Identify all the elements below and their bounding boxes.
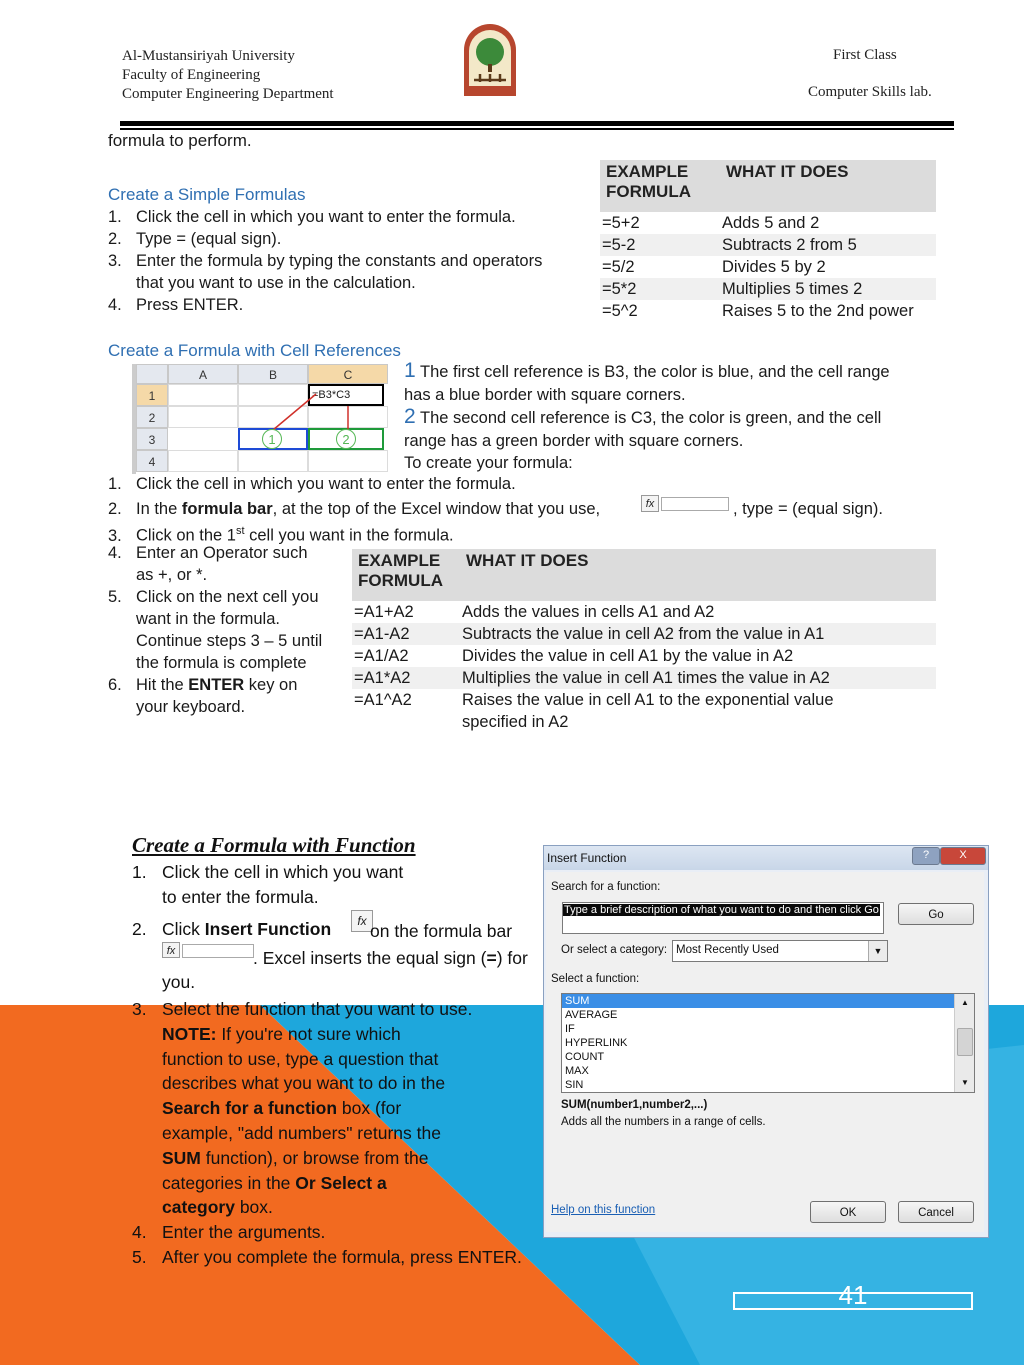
- list-scrollbar[interactable]: [954, 994, 974, 1092]
- cell-reference-step-2-end: , type = (equal sign).: [733, 500, 883, 518]
- list-item: 4. Press ENTER.: [108, 296, 244, 314]
- list-item-continuation: example, "add numbers" returns the: [162, 1122, 441, 1143]
- list-item: 2. Type = (equal sign).: [108, 230, 282, 248]
- dialog-title: Insert Function: [547, 851, 627, 865]
- list-item[interactable]: AVERAGE: [565, 1009, 618, 1021]
- list-item-continuation: Continue steps 3 – 5 until: [136, 632, 323, 650]
- cell-reference-steps-4-6: [108, 542, 322, 718]
- list-item: 1. Click the cell in which you want: [132, 862, 404, 882]
- list-item[interactable]: SIN: [565, 1079, 584, 1091]
- list-item-continuation: category box.: [162, 1197, 273, 1218]
- list-item: 6. Hit the ENTER key on: [108, 676, 298, 694]
- university-logo-icon: [460, 20, 520, 96]
- table-row: =5/2 Divides 5 by 2: [602, 258, 826, 276]
- function-steps: [132, 860, 403, 909]
- list-item[interactable]: IF: [565, 1023, 575, 1035]
- cancel-button[interactable]: Cancel: [898, 1201, 974, 1223]
- table-header-formula: EXAMPLE FORMULA: [352, 549, 460, 601]
- cell-reference-description: 1 The first cell reference is B3, the color is blue, and the cell range has a blue border with square corners. 2 The second cell reference is C3, the color is green, and the cell range has a green border with square corners. To create your formula:: [404, 359, 890, 472]
- simple-formula-table: [600, 160, 936, 322]
- list-item: 5. Click on the next cell you: [108, 588, 319, 606]
- description-number-1: 1: [404, 359, 416, 382]
- list-item-continuation: Search for a function box (for: [162, 1098, 402, 1119]
- list-item[interactable]: HYPERLINK: [565, 1037, 628, 1049]
- list-item-continuation: NOTE: If you're not sure which: [162, 1023, 401, 1044]
- fx-icon: fx: [162, 942, 180, 958]
- cell-reference-step-1: 1. Click the cell in which you want to enter the formula.: [108, 475, 516, 493]
- page-number: 41: [838, 1280, 868, 1310]
- function-steps-3-5: [132, 997, 522, 1270]
- header-rule-thick: [120, 121, 954, 126]
- scroll-down-icon[interactable]: ▼: [961, 1078, 969, 1087]
- close-button[interactable]: X: [940, 847, 986, 865]
- cell-reference-step-3: 3. Click on the 1st cell you want in the formula.: [108, 525, 454, 545]
- table-header-row: [352, 549, 936, 601]
- description-number-2: 2: [404, 405, 416, 428]
- search-input[interactable]: [562, 902, 884, 934]
- function-formula-bar: [162, 942, 254, 959]
- formula-cell: =B3*C3: [308, 384, 384, 406]
- class-label: First Class: [833, 47, 897, 63]
- callout-marker-1: 1: [262, 429, 282, 449]
- grid-column-header: A: [168, 364, 238, 384]
- formula-bar-field: [661, 497, 729, 511]
- excel-grid-illustration: [132, 364, 392, 474]
- list-item-continuation: SUM function), or browse from the: [162, 1147, 429, 1168]
- list-item-continuation: function to use, type a question that: [162, 1048, 439, 1069]
- go-button[interactable]: Go: [898, 903, 974, 925]
- help-on-function-link[interactable]: Help on this function: [551, 1204, 656, 1216]
- ok-button[interactable]: OK: [810, 1201, 886, 1223]
- fx-icon: fx: [641, 495, 659, 512]
- list-item-continuation: to enter the formula.: [162, 886, 319, 907]
- function-step-2: 2. Click Insert Function: [132, 919, 332, 939]
- grid-row-header: 1: [136, 384, 168, 406]
- table-row: =A1-A2 Subtracts the value in cell A2 from the value in A1: [352, 623, 936, 645]
- grid-column-header: C: [308, 364, 388, 384]
- callout-lines: [136, 364, 392, 474]
- help-button[interactable]: ?: [912, 847, 940, 865]
- department-name: Computer Engineering Department: [122, 86, 334, 102]
- list-item: 4. Enter an Operator such: [108, 544, 308, 562]
- list-item-continuation: categories in the Or Select a: [162, 1172, 387, 1193]
- grid-row-header: 4: [136, 450, 168, 472]
- table-header-row: [600, 160, 936, 212]
- table-row: =5+2 Adds 5 and 2: [602, 214, 820, 232]
- list-item-continuation: want in the formula.: [136, 610, 280, 628]
- list-item-continuation: that you want to use in the calculation.: [136, 274, 416, 292]
- table-row: =5*2 Multiplies 5 times 2: [600, 278, 936, 300]
- table-row: =A1^A2 Raises the value in cell A1 to the exponential value specified in A2: [354, 691, 834, 731]
- function-signature: SUM(number1,number2,...): [561, 1099, 708, 1111]
- grid-column-header: B: [238, 364, 308, 384]
- function-step-2-cont: on the formula bar: [370, 921, 513, 941]
- function-step-2-line2: . Excel inserts the equal sign (=) for: [253, 948, 528, 968]
- scroll-up-icon[interactable]: ▲: [961, 998, 969, 1007]
- simple-formula-steps: [108, 206, 542, 316]
- cell-references-heading: Create a Formula with Cell References: [108, 341, 401, 360]
- table-row: =5^2 Raises 5 to the 2nd power: [602, 302, 914, 320]
- category-select[interactable]: [672, 940, 888, 962]
- list-item-continuation: your keyboard.: [136, 698, 246, 716]
- university-name: Al-Mustansiriyah University: [122, 48, 295, 64]
- dialog-title-bar: [544, 846, 988, 870]
- list-item[interactable]: COUNT: [565, 1051, 605, 1063]
- list-item: 4. Enter the arguments.: [132, 1222, 326, 1243]
- list-item-continuation: describes what you want to do in the: [162, 1073, 446, 1094]
- cutoff-text: formula to perform.: [108, 131, 252, 150]
- category-label: Or select a category:: [561, 944, 668, 956]
- list-item-continuation: the formula is complete: [136, 654, 307, 672]
- faculty-name: Faculty of Engineering: [122, 67, 261, 83]
- list-item-selected[interactable]: SUM: [562, 994, 955, 1008]
- cell-reference-table: [352, 549, 936, 733]
- table-row: =A1*A2 Multiplies the value in cell A1 times the value in A2: [352, 667, 936, 689]
- lab-label: Computer Skills lab.: [808, 84, 932, 100]
- table-header-what: WHAT IT DOES: [720, 160, 936, 212]
- list-item: 1. Click the cell in which you want to enter the formula.: [108, 208, 516, 226]
- callout-marker-2: 2: [336, 429, 356, 449]
- search-input-value: Type a brief description of what you want to do and then click Go: [564, 904, 879, 916]
- list-item-continuation: as +, or *.: [136, 566, 208, 584]
- formula-bar-illustration: [641, 495, 731, 513]
- grid-row-header: 2: [136, 406, 168, 428]
- table-row: =5-2 Subtracts 2 from 5: [600, 234, 936, 256]
- list-item: 3. Select the function that you want to use.: [132, 999, 473, 1019]
- simple-formulas-heading: Create a Simple Formulas: [108, 185, 306, 204]
- table-header-what: WHAT IT DOES: [460, 549, 936, 601]
- category-value: Most Recently Used: [676, 944, 779, 956]
- insert-function-dialog: [543, 845, 989, 1238]
- function-description: Adds all the numbers in a range of cells.: [561, 1116, 766, 1128]
- scrollbar-thumb[interactable]: [957, 1028, 973, 1056]
- dialog-body: [546, 872, 984, 1232]
- list-item[interactable]: MAX: [565, 1065, 589, 1077]
- insert-function-fx-icon: fx: [351, 910, 373, 932]
- grid-row-header: 3: [136, 428, 168, 450]
- formula-bar-field: [182, 944, 254, 958]
- select-function-label: Select a function:: [551, 973, 640, 985]
- function-list[interactable]: [561, 993, 975, 1093]
- cutoff-text-clip: [108, 131, 408, 158]
- header-rule-thin: [120, 128, 954, 130]
- table-row: =A1+A2 Adds the values in cells A1 and A2: [354, 603, 715, 621]
- function-heading: Create a Formula with Function: [132, 833, 416, 857]
- chevron-down-icon[interactable]: ▼: [868, 941, 887, 961]
- table-row: =A1/A2 Divides the value in cell A1 by the value in A2: [354, 647, 794, 665]
- search-label: Search for a function:: [551, 881, 661, 893]
- table-header-formula: EXAMPLE FORMULA: [600, 160, 720, 212]
- list-item: 5. After you complete the formula, press ENTER.: [132, 1246, 522, 1267]
- list-item: 3. Enter the formula by typing the constants and operators: [108, 252, 543, 270]
- function-step-2-line3: you.: [162, 972, 196, 992]
- header-left: [122, 47, 334, 104]
- cell-reference-step-2: 2. In the formula bar, at the top of the Excel window that you use,: [108, 500, 601, 518]
